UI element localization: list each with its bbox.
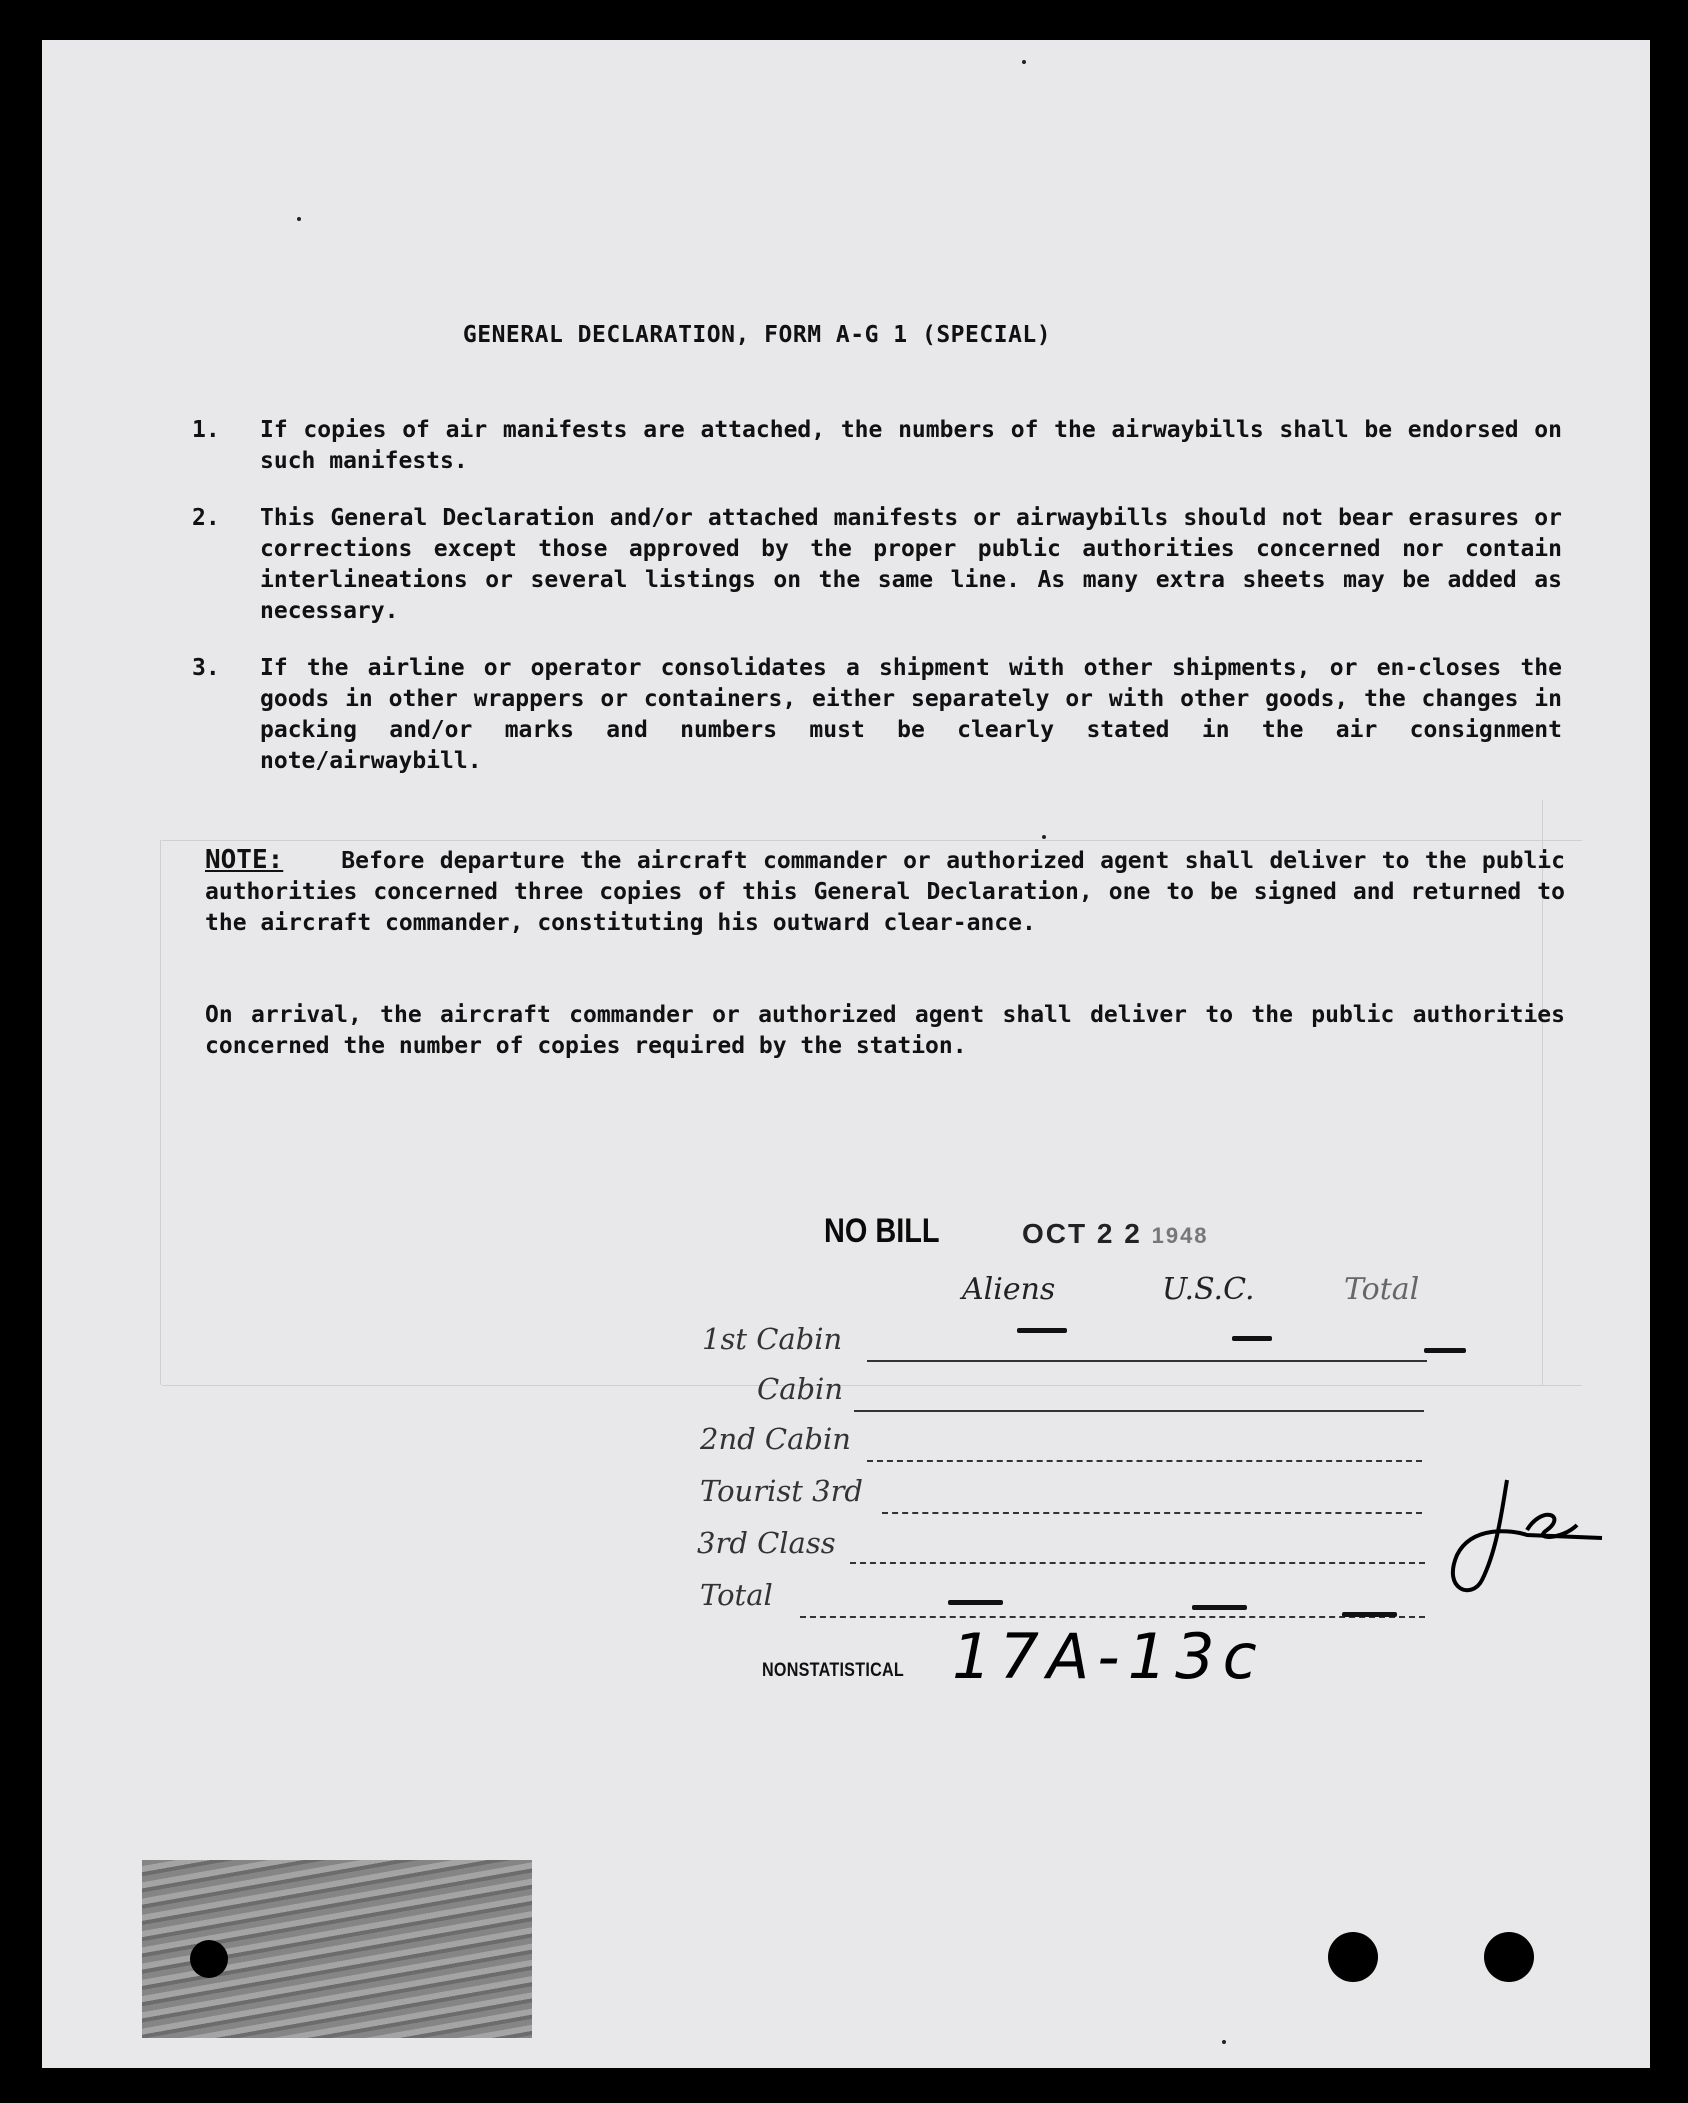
handwritten-dash	[1017, 1328, 1067, 1333]
date-stamp-day: OCT 2 2	[1022, 1218, 1142, 1249]
speck	[1222, 2040, 1226, 2044]
note-label: NOTE:	[205, 845, 284, 875]
item-text: If the airline or operator consolidates a shipment with other shipments, or en-closes the goods in other wrappers or containers, either separately or with other goods, the changes in packing and/or marks and numbers must be clearly stated in the air consignment note/airwaybill.	[260, 655, 1562, 774]
row-line	[850, 1562, 1425, 1564]
handwritten-code: 17A-13c	[952, 1620, 1265, 1693]
item-number: 1.	[192, 417, 220, 443]
column-aliens: Aliens	[962, 1272, 1056, 1307]
punch-hole	[1328, 1932, 1378, 1982]
handwritten-dash	[948, 1600, 1003, 1605]
row-line	[854, 1410, 1424, 1412]
handwritten-dash	[1232, 1336, 1272, 1341]
row-tourist-3rd: Tourist 3rd	[700, 1474, 863, 1508]
item-number: 2.	[192, 505, 220, 531]
document-page	[42, 40, 1650, 2068]
form-title: GENERAL DECLARATION, FORM A-G 1 (SPECIAL)	[462, 322, 1052, 348]
speck	[1022, 60, 1026, 64]
bleed-through-line	[162, 840, 1582, 841]
row-cabin: Cabin	[757, 1372, 843, 1406]
punch-hole	[1484, 1932, 1534, 1982]
column-total: Total	[1344, 1272, 1420, 1307]
row-line	[882, 1512, 1422, 1514]
row-2nd-cabin: 2nd Cabin	[700, 1422, 851, 1456]
row-line	[867, 1360, 1427, 1362]
item-text: This General Declaration and/or attached manifests or airwaybills should not bear erasures or corrections except those approved by the proper public authorities concerned nor contain interlineations or several listings on the same line. As many extra sheets may be added as necessary.	[260, 505, 1562, 624]
handwritten-dash	[1424, 1348, 1466, 1353]
nonstatistical-stamp: NONSTATISTICAL	[762, 1660, 905, 1681]
row-1st-cabin: 1st Cabin	[702, 1322, 843, 1356]
date-stamp	[1022, 1218, 1209, 1250]
initials-signature	[1432, 1470, 1632, 1610]
arrival-paragraph: On arrival, the aircraft commander or authorized agent shall deliver to the public authorities concerned the number of copies required by the station.	[205, 1002, 1565, 1059]
no-bill-stamp: NO BILL	[824, 1212, 940, 1250]
row-line	[800, 1616, 1425, 1618]
row-line	[867, 1460, 1422, 1462]
speck	[1042, 835, 1046, 839]
instruction-item	[192, 653, 1562, 777]
punch-hole	[190, 1940, 228, 1978]
date-stamp-year: 1948	[1151, 1223, 1209, 1248]
note-text: Before departure the aircraft commander or authorized agent shall deliver to the public authorities concerned three copies of this General Declaration, one to be signed and returned to the aircraft commander, constituting his outward clear-ance.	[205, 848, 1565, 936]
note-paragraph	[205, 845, 1565, 939]
bleed-through-line	[160, 840, 161, 1385]
instruction-item	[192, 415, 1562, 477]
row-3rd-class: 3rd Class	[697, 1526, 836, 1560]
speck	[297, 217, 301, 221]
handwritten-dash	[1342, 1612, 1397, 1617]
column-usc: U.S.C.	[1162, 1272, 1255, 1307]
instruction-item	[192, 503, 1562, 627]
bleed-through-line	[162, 1385, 1582, 1386]
handwritten-dash	[1192, 1605, 1247, 1610]
instruction-list	[192, 415, 1562, 803]
row-total: Total	[700, 1578, 773, 1612]
item-text: If copies of air manifests are attached, the numbers of the airwaybills shall be endorsed on such manifests.	[260, 417, 1562, 474]
item-number: 3.	[192, 655, 220, 681]
